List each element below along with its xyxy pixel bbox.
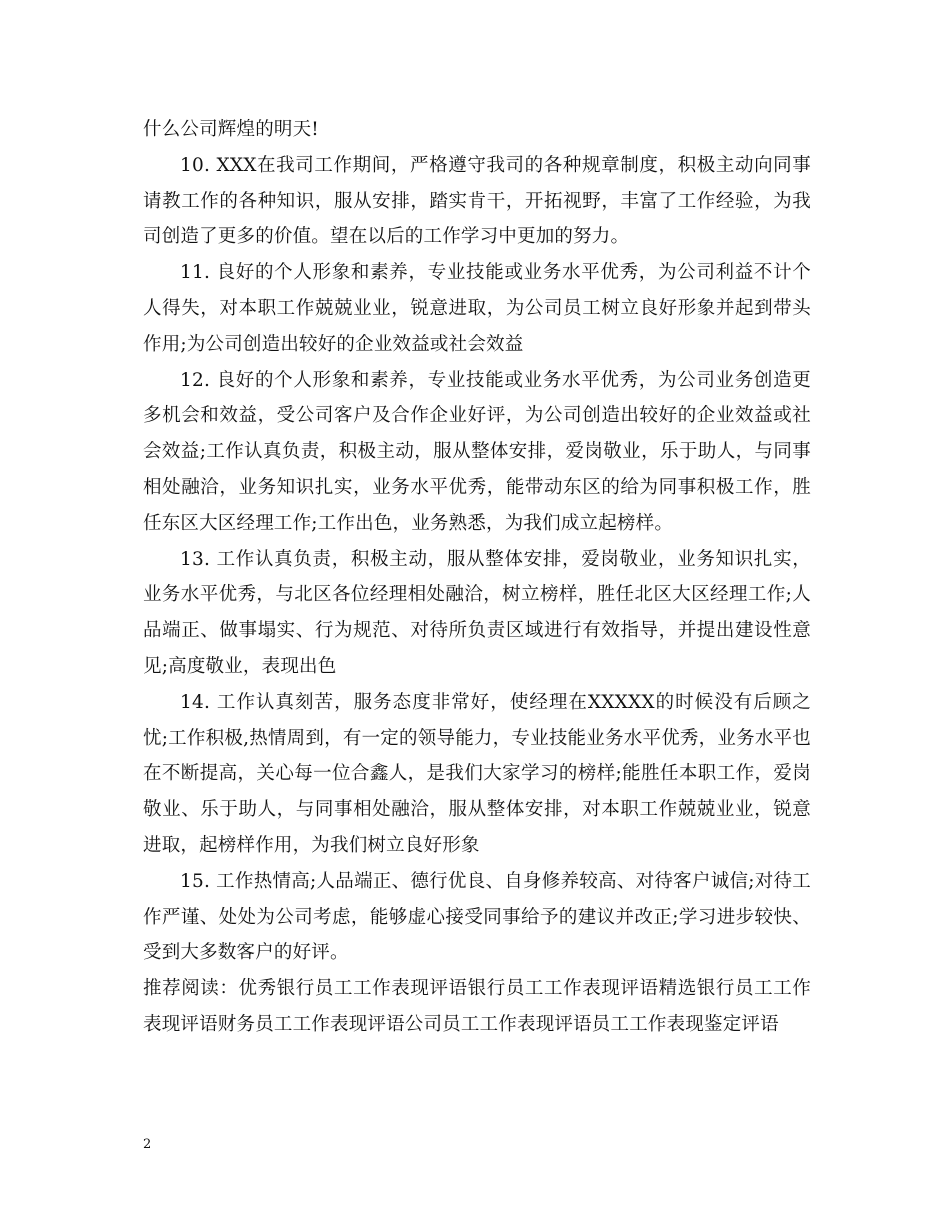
- recommended-reading: 推荐阅读：优秀银行员工工作表现评语银行员工工作表现评语精选银行员工工作表现评语财务员工工作表现评语公司员工工作表现评语员工工作表现鉴定评语: [143, 978, 811, 1035]
- paragraph-item-13: 13. 工作认真负责，积极主动，服从整体安排，爱岗敬业，业务知识扎实，业务水平优秀，与北区各位经理相处融洽，树立榜样，胜任北区大区经理工作;人品端正、做事塌实、行为规范、对待所负责区域进行有效指导，并提出建设性意见;高度敬业，表现出色: [143, 548, 811, 677]
- document-body: [143, 112, 811, 1043]
- paragraph-item-12: 12. 良好的个人形象和素养，专业技能或业务水平优秀，为公司业务创造更多机会和效益，受公司客户及合作企业好评，为公司创造出较好的企业效益或社会效益;工作认真负责，积极主动，服从整体安排，爱岗敬业，乐于助人，与同事相处融洽，业务知识扎实，业务水平优秀，能带动东区的给为同事积极工作，胜任东区大区经理工作;工作出色，业务熟悉，为我们成立起榜样。: [143, 369, 811, 534]
- paragraph-item-11: 11. 良好的个人形象和素养，专业技能或业务水平优秀，为公司利益不计个人得失，对本职工作兢兢业业，锐意进取，为公司员工树立良好形象并起到带头作用;为公司创造出较好的企业效益或社会效益: [143, 262, 811, 355]
- page-number: 2: [143, 1137, 152, 1152]
- paragraph-item-10: 10. XXX在我司工作期间，严格遵守我司的各种规章制度，积极主动向同事请教工作的各种知识，服从安排，踏实肯干，开拓视野，丰富了工作经验，为我司创造了更多的价值。望在以后的工作学习中更加的努力。: [143, 154, 811, 248]
- paragraph-item-14: 14. 工作认真刻苦，服务态度非常好，使经理在XXXXX的时候没有后顾之忧;工作积极,热情周到，有一定的领导能力，专业技能业务水平优秀，业务水平也在不断提高，关心每一位合鑫人，是我们大家学习的榜样;能胜任本职工作，爱岗敬业、乐于助人，与同事相处融洽，服从整体安排，对本职工作兢兢业业，锐意进取，起榜样作用，为我们树立良好形象: [143, 691, 811, 856]
- paragraph-continuation: 什么公司辉煌的明天!: [143, 119, 319, 140]
- paragraph-item-15: 15. 工作热情高;人品端正、德行优良、自身修养较高、对待客户诚信;对待工作严谨、处处为公司考虑，能够虚心接受同事给予的建议并改正;学习进步较快、受到大多数客户的好评。: [143, 870, 811, 964]
